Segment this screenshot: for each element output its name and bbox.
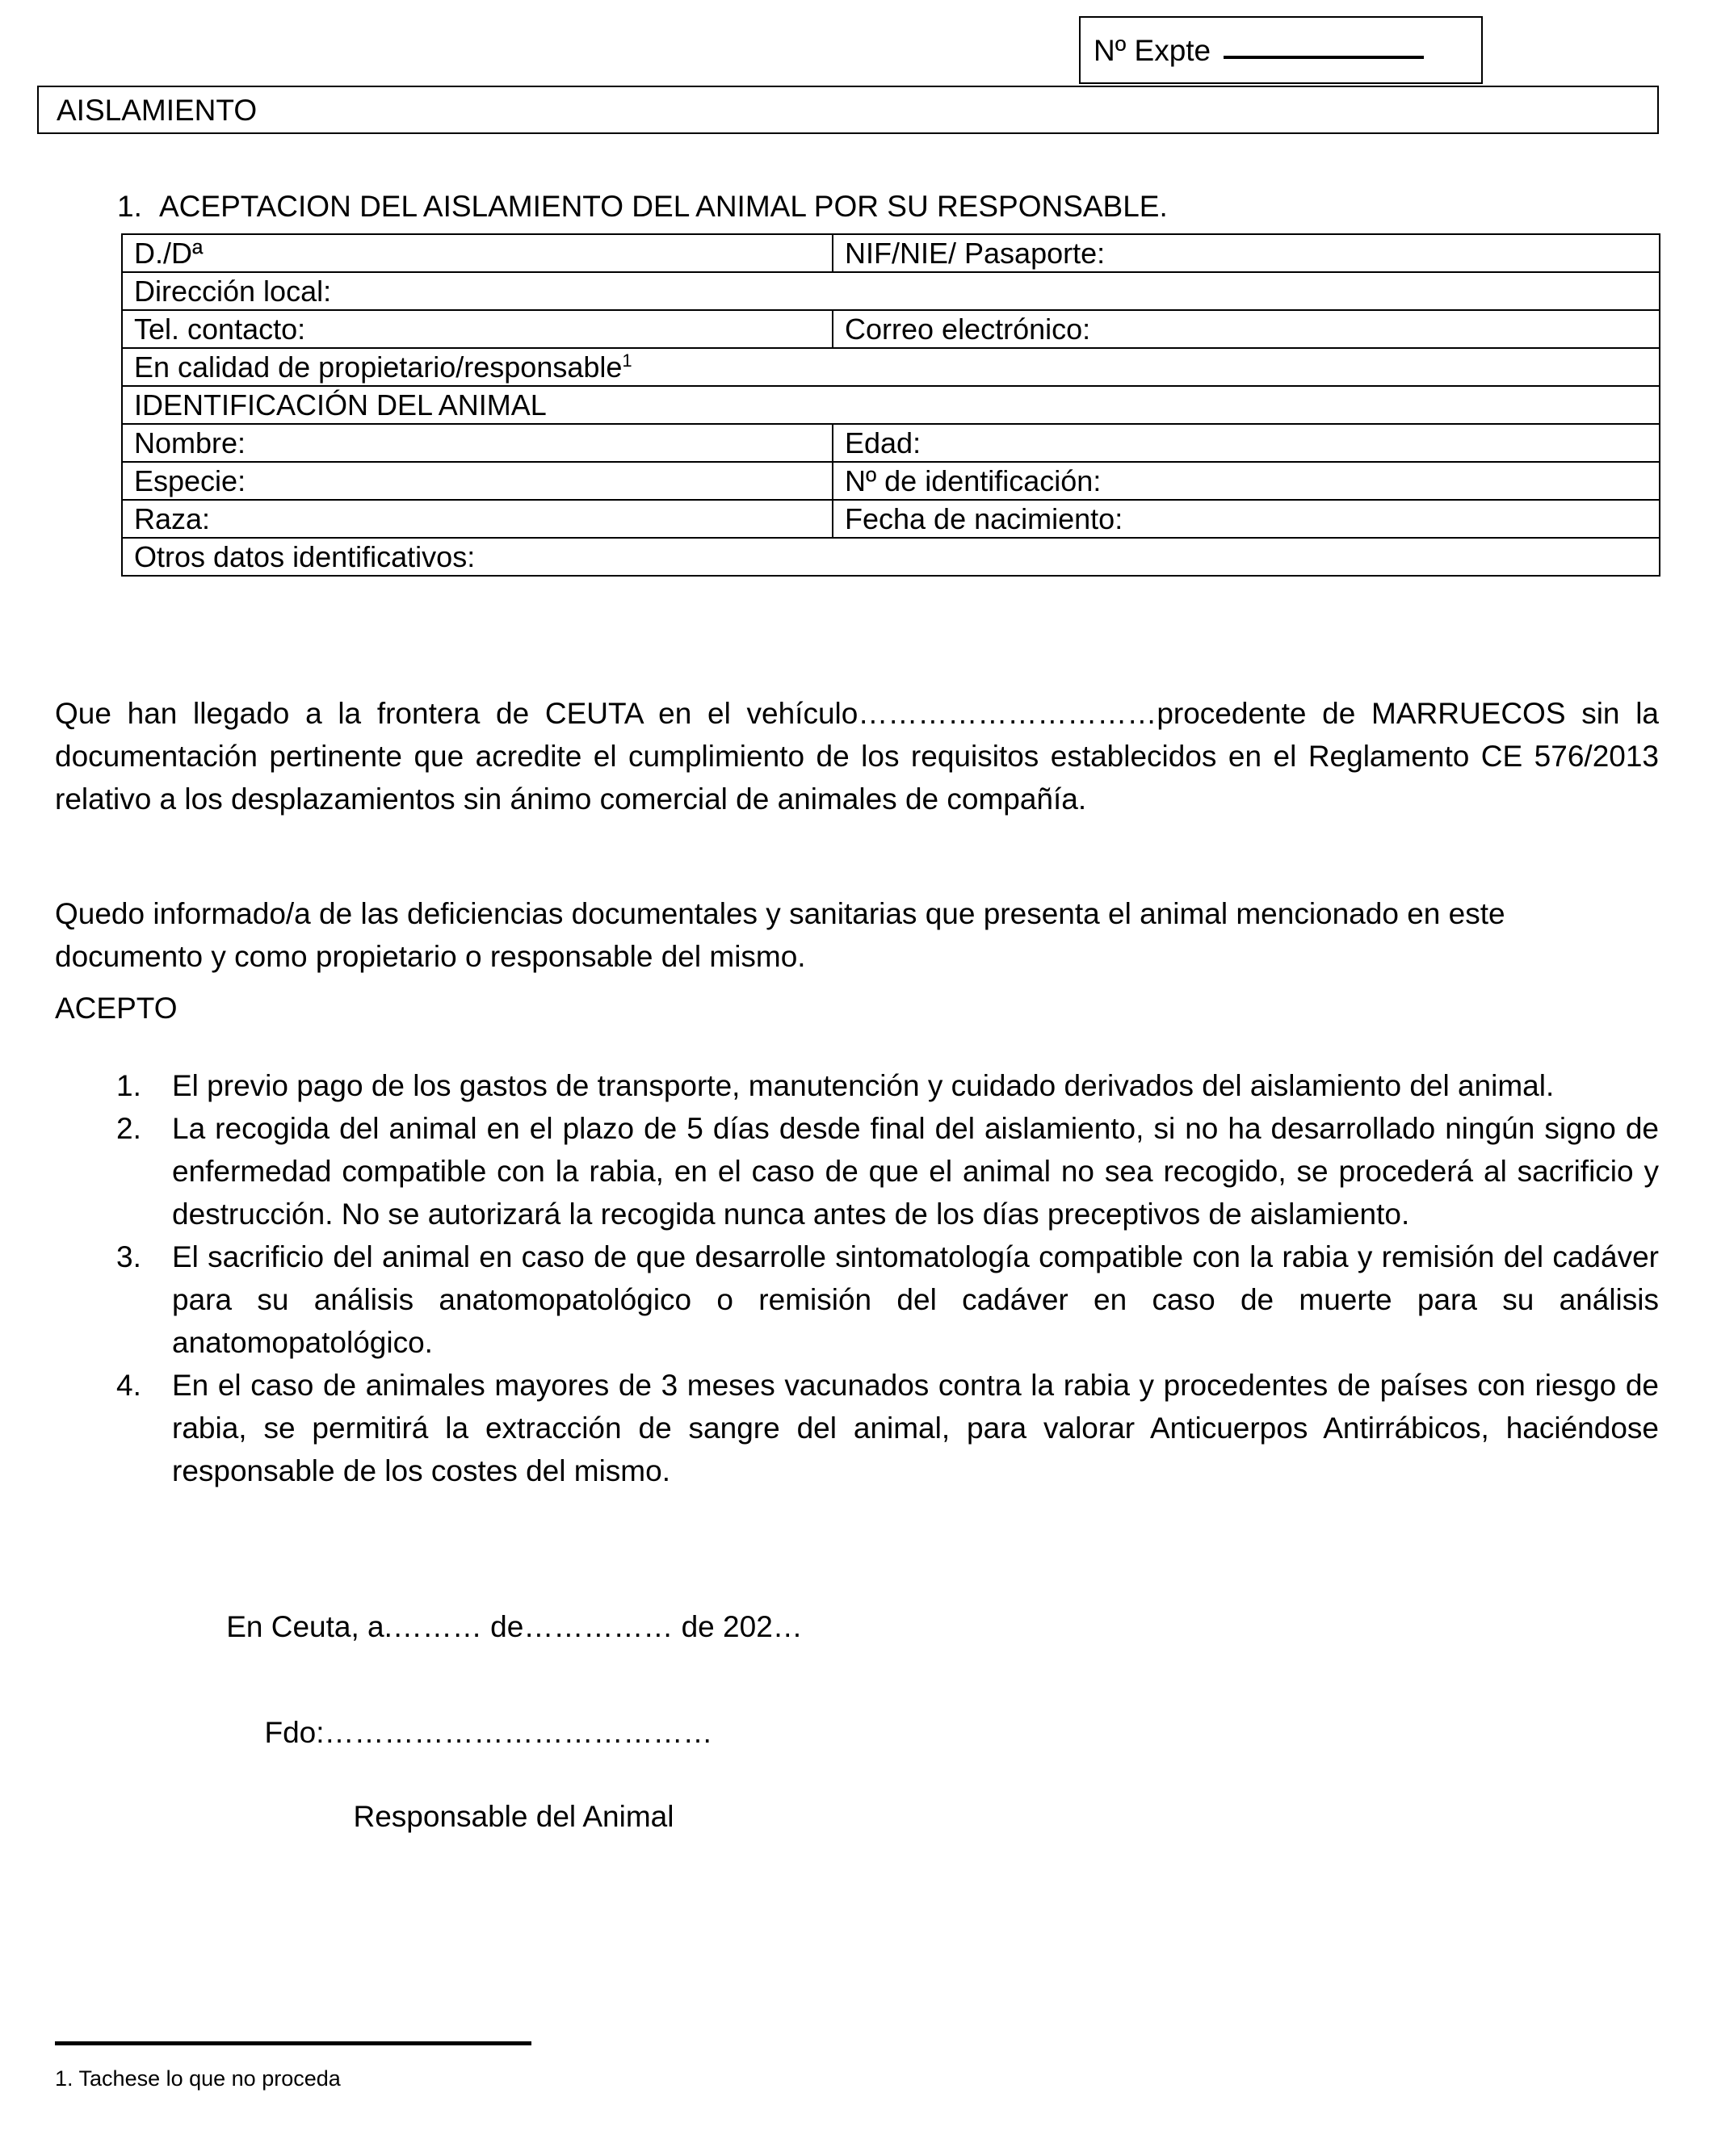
- field-label-edad[interactable]: Edad:: [833, 424, 1660, 462]
- field-label-numero-identificacion[interactable]: Nº de identificación:: [833, 462, 1660, 500]
- list-item: [55, 1107, 1659, 1235]
- section-title: ACEPTACION DEL AISLAMIENTO DEL ANIMAL POR SU RESPONSABLE.: [159, 190, 1168, 223]
- list-item-marker: 4.: [116, 1369, 141, 1402]
- footnote-separator-rule: [55, 2041, 531, 2045]
- list-item: [55, 1064, 1659, 1107]
- signature-place-date-row: [0, 1609, 1717, 1645]
- signature-fdo-row: [0, 1715, 1717, 1751]
- subsection-identificacion-animal: IDENTIFICACIÓN DEL ANIMAL: [122, 386, 1660, 424]
- list-item-text: El sacrificio del animal en caso de que desarrolle sintomatología compatible con la rabia y remisión del cadáver para su análisis anatomopatológico o remisión del cadáver en caso de muerte para su análisis anatomopatológico.: [172, 1240, 1659, 1359]
- field-label-otros-datos[interactable]: Otros datos identificativos:: [122, 538, 1660, 576]
- signature-role-row: [0, 1799, 1717, 1835]
- list-item-marker: 3.: [116, 1240, 141, 1273]
- table-row: [122, 310, 1660, 348]
- field-label-nif-nie-pasaporte[interactable]: NIF/NIE/ Pasaporte:: [833, 234, 1660, 272]
- accept-conditions-list: [55, 1064, 1659, 1492]
- field-label-raza[interactable]: Raza:: [122, 500, 833, 538]
- field-label-correo-electronico[interactable]: Correo electrónico:: [833, 310, 1660, 348]
- list-item: [55, 1364, 1659, 1492]
- table-row: [122, 386, 1660, 424]
- table-row: [122, 424, 1660, 462]
- form-table-body: [122, 234, 1660, 576]
- table-row: [122, 462, 1660, 500]
- footnote-text: 1. Tachese lo que no proceda: [55, 2066, 341, 2091]
- expediente-number-box: [1079, 16, 1483, 84]
- field-label-nombre-responsable[interactable]: D./Dª: [122, 234, 833, 272]
- expediente-number-field[interactable]: [1081, 33, 1424, 67]
- table-row: [122, 538, 1660, 576]
- field-label-en-calidad-de[interactable]: [122, 348, 1660, 386]
- list-item-text: El previo pago de los gastos de transporte, manutención y cuidado derivados del aislamiento del animal.: [172, 1069, 1555, 1102]
- aislamiento-title: AISLAMIENTO: [57, 93, 258, 127]
- paragraph-quedo-informado: Quedo informado/a de las deficiencias documentales y sanitarias que presenta el animal mencionado en este documento y como propietario o responsable del mismo.: [55, 897, 1505, 973]
- section-number: 1.: [117, 190, 142, 223]
- table-row: [122, 234, 1660, 272]
- signature-place-date[interactable]: En Ceuta, a.……… de…………… de 202…: [226, 1610, 803, 1643]
- list-item: [55, 1235, 1659, 1364]
- field-label-direccion-local[interactable]: Dirección local:: [122, 272, 1660, 310]
- expediente-blank-rule: [1224, 56, 1424, 59]
- field-label-fecha-nacimiento[interactable]: Fecha de nacimiento:: [833, 500, 1660, 538]
- footnote-marker-1: 1: [622, 350, 632, 371]
- list-item-marker: 2.: [116, 1112, 141, 1145]
- owner-animal-form-table: [121, 233, 1660, 577]
- list-item-text: La recogida del animal en el plazo de 5 días desde final del aislamiento, si no ha desarrollado ningún signo de enfermedad compatible con la rabia, en el caso de que el animal no sea recogido, se procederá al sacrificio y destrucción. No se autorizará la recogida nunca antes de los días preceptivos de aislamiento.: [172, 1112, 1659, 1231]
- table-row: [122, 272, 1660, 310]
- aislamiento-banner: [37, 86, 1659, 134]
- field-label-especie[interactable]: Especie:: [122, 462, 833, 500]
- field-label-telefono-contacto[interactable]: Tel. contacto:: [122, 310, 833, 348]
- section-heading: [117, 188, 1168, 225]
- en-calidad-text: En calidad de propietario/responsable: [134, 350, 623, 384]
- signature-role-label: Responsable del Animal: [353, 1800, 674, 1833]
- paragraph-llegada-frontera: Que han llegado a la frontera de CEUTA en el vehículo…………………………procedente de MARRUECOS sin la documentación pertinente que acredite el cumplimiento de los requisitos establecidos en el Reglamento CE 576/2013 relativo a los desplazamientos sin ánimo comercial de animales de compañía.: [55, 697, 1659, 816]
- acepto-heading: ACEPTO: [55, 992, 178, 1025]
- list-item-text: En el caso de animales mayores de 3 meses vacunados contra la rabia y procedentes de países con riesgo de rabia, se permitirá la extracción de sangre del animal, para valorar Anticuerpos Antirrábicos, haciéndose responsable de los costes del mismo.: [172, 1369, 1659, 1487]
- signature-fdo-field[interactable]: Fdo:…………………………………: [264, 1716, 713, 1749]
- expediente-label: Nº Expte: [1094, 33, 1211, 67]
- table-row: [122, 348, 1660, 386]
- list-item-marker: 1.: [116, 1069, 141, 1102]
- table-row: [122, 500, 1660, 538]
- field-label-nombre-animal[interactable]: Nombre:: [122, 424, 833, 462]
